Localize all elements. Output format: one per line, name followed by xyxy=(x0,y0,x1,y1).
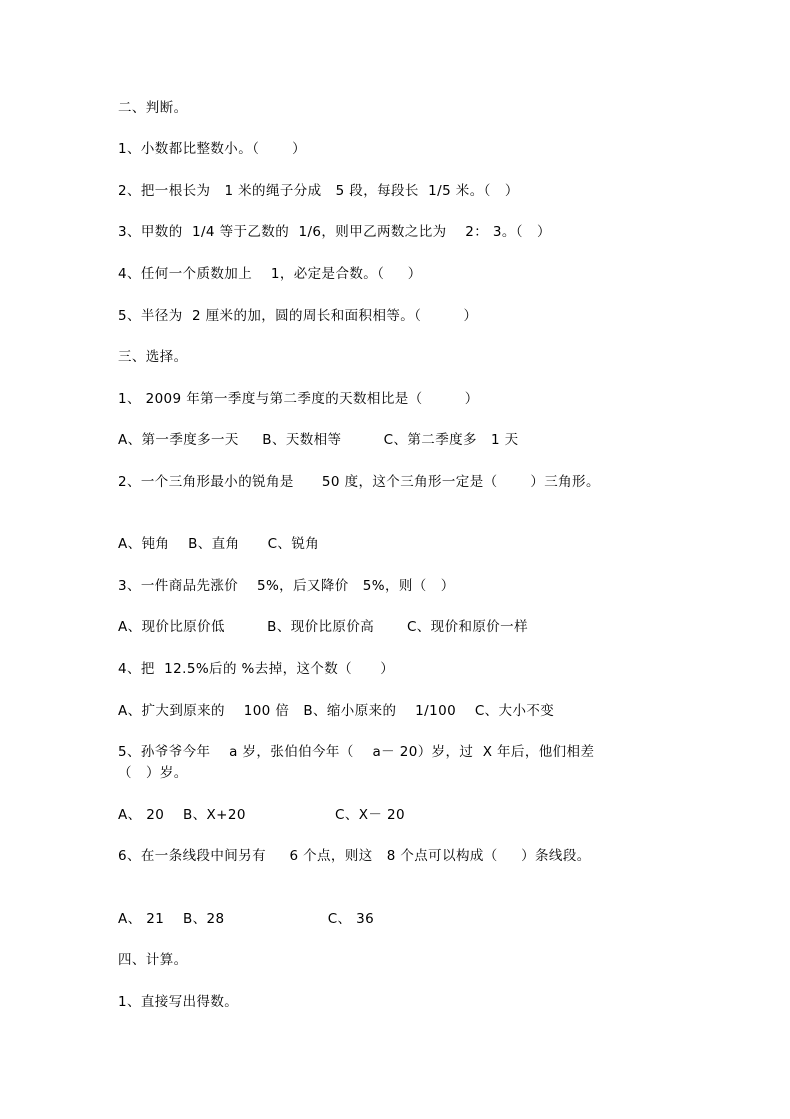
choice-question-1: 1、 2009 年第一季度与第二季度的天数相比是（ ） xyxy=(118,391,479,407)
judge-item-5: 5、半径为 2 厘米的加，圆的周长和面积相等。（ ） xyxy=(118,308,478,324)
section-heading-choice: 三、选择。 xyxy=(118,349,188,365)
choice-options-5: A、 20 B、X+20 C、X－ 20 xyxy=(118,807,405,823)
judge-item-1: 1、小数都比整数小。（ ） xyxy=(118,141,306,157)
choice-question-2: 2、一个三角形最小的锐角是 50 度，这个三角形一定是（ ）三角形。 xyxy=(118,474,600,490)
choice-question-5-line-1: 5、孙爷爷今年 a 岁，张伯伯今年（ a－ 20）岁，过 X 年后，他们相差 xyxy=(118,744,595,760)
judge-item-4: 4、任何一个质数加上 1，必定是合数。（ ） xyxy=(118,266,422,282)
judge-item-3: 3、甲数的 1/4 等于乙数的 1/6，则甲乙两数之比为 2： 3。（ ） xyxy=(118,224,551,240)
section-heading-calc: 四、计算。 xyxy=(118,952,188,968)
choice-options-3: A、现价比原价低 B、现价比原价高 C、现价和原价一样 xyxy=(118,619,528,635)
choice-question-3: 3、一件商品先涨价 5%，后又降价 5%，则（ ） xyxy=(118,578,455,594)
section-heading-judge: 二、判断。 xyxy=(118,100,188,116)
calc-item-1: 1、直接写出得数。 xyxy=(118,994,239,1010)
choice-options-6: A、 21 B、28 C、 36 xyxy=(118,911,375,927)
choice-question-5-line-2: （ ）岁。 xyxy=(118,765,188,781)
choice-options-1: A、第一季度多一天 B、天数相等 C、第二季度多 1 天 xyxy=(118,432,519,448)
choice-question-4: 4、把 12.5%后的 %去掉，这个数（ ） xyxy=(118,661,395,677)
judge-item-2: 2、把一根长为 1 米的绳子分成 5 段，每段长 1/5 米。（ ） xyxy=(118,183,519,199)
choice-options-4: A、扩大到原来的 100 倍 B、缩小原来的 1/100 C、大小不变 xyxy=(118,703,555,719)
choice-options-2: A、钝角 B、直角 C、锐角 xyxy=(118,536,320,552)
choice-question-6: 6、在一条线段中间另有 6 个点，则这 8 个点可以构成（ ）条线段。 xyxy=(118,848,591,864)
